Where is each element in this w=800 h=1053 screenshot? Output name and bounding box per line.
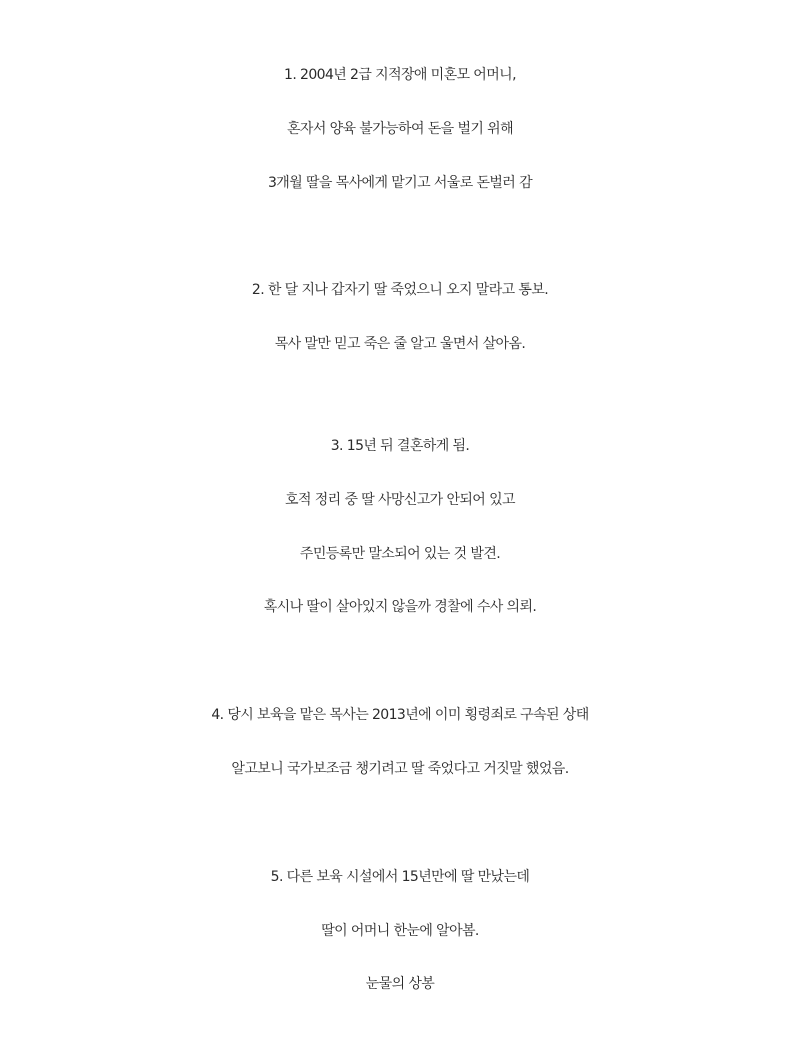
paragraph-3-line-2: 호적 정리 중 딸 사망신고가 안되어 있고 <box>285 492 515 508</box>
paragraph-3-line-3: 주민등록만 말소되어 있는 것 발견. <box>299 546 501 562</box>
paragraph-4-line-2: 알고보니 국가보조금 챙기려고 딸 죽었다고 거짓말 했었음. <box>231 761 569 777</box>
paragraph-1-line-3: 3개월 딸을 목사에게 맡기고 서울로 돈벌러 감 <box>267 175 533 191</box>
paragraph-1-line-2: 혼자서 양육 불가능하여 돈을 벌기 위해 <box>286 121 514 137</box>
paragraph-5-line-1: 5. 다른 보육 시설에서 15년만에 딸 만났는데 <box>270 869 530 885</box>
paragraph-4-line-1: 4. 당시 보육을 맡은 목사는 2013년에 이미 횡령죄로 구속된 상태 <box>211 707 589 723</box>
paragraph-3-line-1: 3. 15년 뒤 결혼하게 됨. <box>330 438 470 454</box>
paragraph-2-line-1: 2. 한 달 지나 갑자기 딸 죽었으니 오지 말라고 통보. <box>251 282 549 298</box>
paragraph-3-line-4: 혹시나 딸이 살아있지 않을까 경찰에 수사 의뢰. <box>263 599 537 615</box>
paragraph-5-line-3: 눈물의 상봉 <box>365 976 435 992</box>
paragraph-5-line-2: 딸이 어머니 한눈에 알아봄. <box>321 923 479 939</box>
paragraph-2-line-2: 목사 말만 믿고 죽은 줄 알고 울면서 살아옴. <box>274 336 526 352</box>
paragraph-1-line-1: 1. 2004년 2급 지적장애 미혼모 어머니, <box>284 67 516 83</box>
